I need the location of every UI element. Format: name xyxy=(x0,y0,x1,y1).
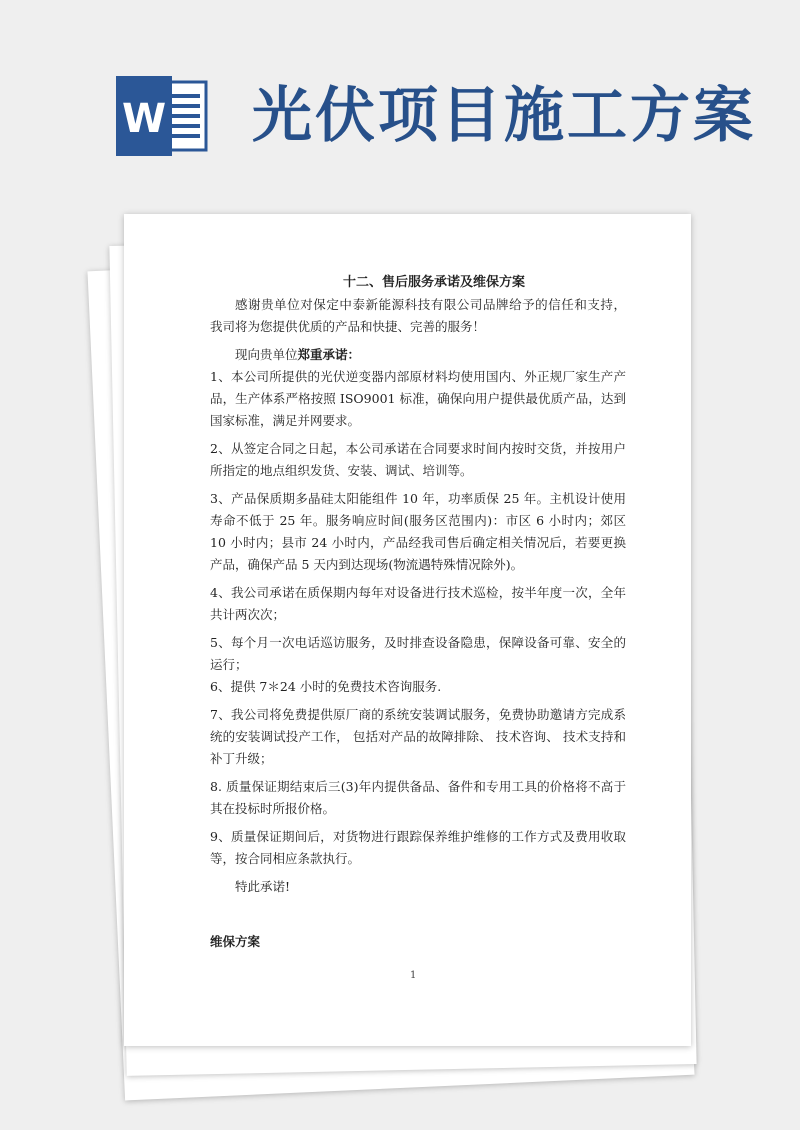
promise-prefix: 现向贵单位 xyxy=(235,347,298,362)
list-item: 1、本公司所提供的光伏逆变器内部原材料均使用国内、外正规厂家生产产品，生产体系严格按照 ISO9001 标准，确保向用户提供最优质产品，达到国家标准，满足并网要求。 xyxy=(210,369,626,428)
list-item: 4、我公司承诺在质保期内每年对设备进行技术巡检，按半年度一次，全年共计两次次； xyxy=(210,585,626,622)
promise-bold: 郑重承诺： xyxy=(297,347,361,362)
footer-label: 维保方案 xyxy=(210,934,261,949)
promise-line xyxy=(210,344,626,366)
page-number: 1 xyxy=(410,970,417,981)
list-item: 7、我公司将免费提供原厂商的系统安装调试服务，免费协助邀请方完成系统的安装调试投产工作， 包括对产品的故障排除、 技术咨询、 技术支持和补丁升级； xyxy=(210,707,626,766)
list-item: 5、每个月一次电话巡访服务，及时排查设备隐患，保障设备可靠、安全的运行； xyxy=(210,635,626,672)
document-body xyxy=(210,272,626,898)
list-item: 8. 质量保证期结束后三(3)年内提供备品、备件和专用工具的价格将不高于其在投标时所报价格。 xyxy=(210,779,626,816)
list-item: 6、提供 7＊24 小时的免费技术咨询服务. xyxy=(210,679,442,694)
list-item: 9、质量保证期间后，对货物进行跟踪保养维护维修的工作方式及费用收取等，按合同相应条款执行。 xyxy=(210,829,626,866)
list-item: 2、从签定合同之日起，本公司承诺在合同要求时间内按时交货，并按用户所指定的地点组织发货、安装、调试、培训等。 xyxy=(210,441,626,478)
page-title: 光伏项目施工方案 xyxy=(252,81,756,151)
word-icon-letter: W xyxy=(121,96,167,142)
intro-paragraph: 感谢贵单位对保定中泰新能源科技有限公司品牌给予的信任和支持， 我司将为您提供优质的产品和快捷、完善的服务！ xyxy=(210,297,626,334)
section-heading: 十二、售后服务承诺及维保方案 xyxy=(342,275,525,290)
list-item: 3、产品保质期多晶硅太阳能组件 10 年，功率质保 25 年。主机设计使用寿命不低于 25 年。服务响应时间(服务区范围内)：市区 6 小时内；郊区 10 小时内；县市 24 小时内，产品经我司售后确定相关情况后，若要更换产品，确保产品 5 天内到达现场(物流遇特殊情况除外)。 xyxy=(210,491,626,572)
closing-line: 特此承诺! xyxy=(235,879,291,894)
